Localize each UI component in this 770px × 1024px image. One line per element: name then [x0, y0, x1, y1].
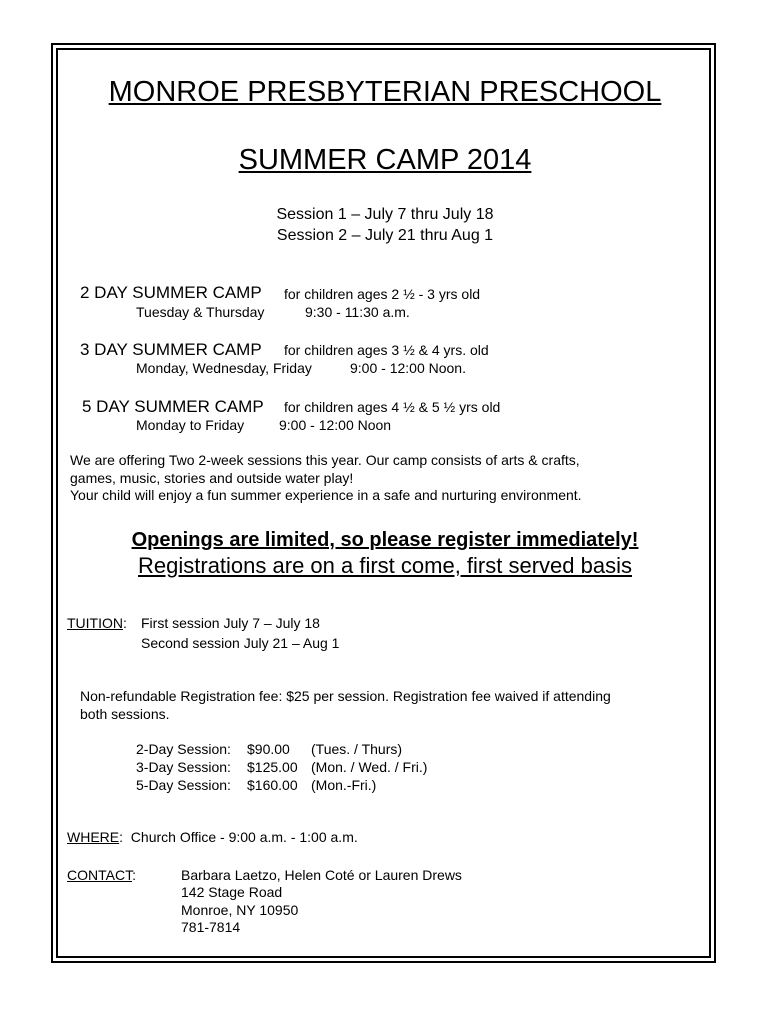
session-2: Session 2 – July 21 thru Aug 1 — [276, 227, 494, 244]
camp-5day-days: Monday to Friday — [136, 417, 245, 433]
tuition-line-1: First session July 7 – July 18 — [141, 615, 320, 631]
description-line-3: Your child will enjoy a fun summer experience in a safe and nurturing environment. — [70, 487, 582, 503]
price-5day-amount: $160.00 — [247, 777, 298, 793]
camp-3day-days: Monday, Wednesday, Friday — [136, 360, 312, 376]
fee-line-2: both sessions. — [80, 706, 170, 722]
fee-line-1: Non-refundable Registration fee: $25 per session. Registration fee waived if attending — [80, 688, 611, 704]
price-5day-session: 5-Day Session: — [136, 777, 231, 793]
where-label: WHERE — [67, 829, 120, 845]
registration-notice: Registrations are on a first come, first served basis — [138, 553, 632, 578]
camp-title: SUMMER CAMP 2014 — [238, 144, 532, 176]
contact-names: Barbara Laetzo, Helen Coté or Lauren Drews — [181, 867, 462, 883]
camp-2day-name: 2 DAY SUMMER CAMP — [80, 283, 262, 302]
where-text: Church Office - 9:00 a.m. - 1:00 a.m. — [130, 829, 358, 845]
where-row — [67, 830, 358, 844]
camp-2day-ages: for children ages 2 ½ - 3 yrs old — [284, 286, 481, 302]
contact-heading — [67, 868, 136, 882]
camp-5day-ages: for children ages 4 ½ & 5 ½ yrs old — [284, 399, 501, 415]
price-2day-session: 2-Day Session: — [136, 741, 231, 757]
page-border-inner — [56, 48, 711, 958]
contact-street: 142 Stage Road — [181, 884, 283, 900]
price-5day-days: (Mon.-Fri.) — [311, 777, 377, 793]
camp-3day-name: 3 DAY SUMMER CAMP — [80, 340, 262, 359]
tuition-heading — [67, 616, 127, 630]
camp-2day-days: Tuesday & Thursday — [136, 304, 265, 320]
price-2day-amount: $90.00 — [247, 741, 290, 757]
school-title: MONROE PRESBYTERIAN PRESCHOOL — [108, 76, 662, 108]
price-3day-session: 3-Day Session: — [136, 759, 231, 775]
session-1: Session 1 – July 7 thru July 18 — [276, 206, 494, 223]
contact-city: Monroe, NY 10950 — [181, 902, 299, 918]
price-3day-days: (Mon. / Wed. / Fri.) — [311, 759, 428, 775]
camp-3day-time: 9:00 - 12:00 Noon. — [350, 360, 466, 376]
price-3day-amount: $125.00 — [247, 759, 298, 775]
where-colon: : — [119, 829, 124, 845]
tuition-label: TUITION — [67, 615, 123, 631]
description-line-2: games, music, stories and outside water play! — [70, 470, 354, 486]
tuition-line-2: Second session July 21 – Aug 1 — [141, 635, 340, 651]
contact-colon: : — [132, 867, 136, 883]
camp-3day-ages: for children ages 3 ½ & 4 yrs. old — [284, 342, 489, 358]
camp-5day-name: 5 DAY SUMMER CAMP — [82, 397, 264, 416]
contact-label: CONTACT — [67, 867, 133, 883]
openings-notice: Openings are limited, so please register immediately! — [131, 529, 639, 551]
tuition-colon: : — [123, 615, 127, 631]
description-line-1: We are offering Two 2-week sessions this year. Our camp consists of arts & crafts, — [70, 452, 580, 468]
camp-2day-time: 9:30 - 11:30 a.m. — [305, 304, 410, 320]
price-2day-days: (Tues. / Thurs) — [311, 741, 403, 757]
contact-phone: 781-7814 — [181, 919, 241, 935]
camp-5day-time: 9:00 - 12:00 Noon — [279, 417, 392, 433]
